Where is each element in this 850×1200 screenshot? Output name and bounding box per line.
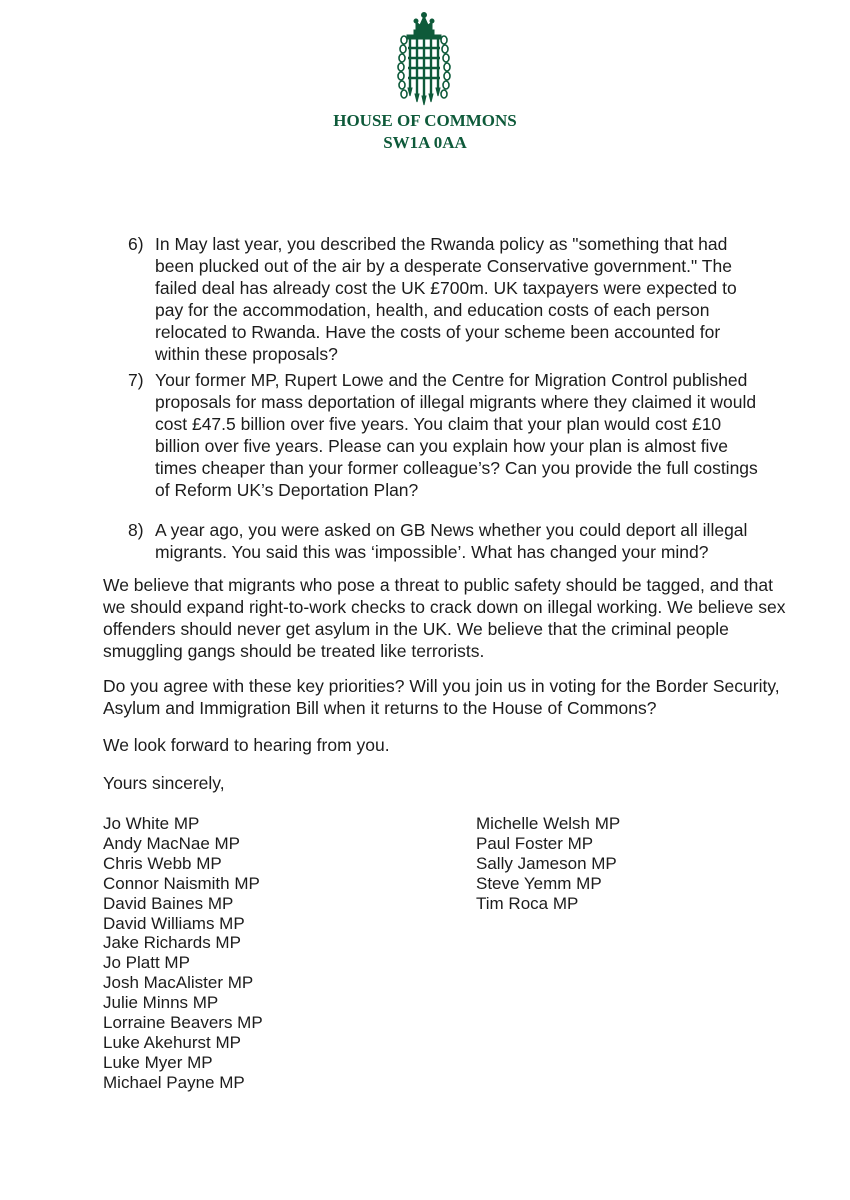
signatory-name: Paul Foster MP <box>476 833 594 853</box>
signatory-name: Lorraine Beavers MP <box>103 1013 263 1033</box>
signatory-name: Tim Roca MP <box>476 893 579 913</box>
signatory-name: Chris Webb MP <box>103 853 222 873</box>
signatory-name: David Baines MP <box>103 893 234 913</box>
question-number: 7) <box>128 370 144 390</box>
signatory-name: Connor Naismith MP <box>103 873 260 893</box>
signatory-name: Michael Payne MP <box>103 1072 245 1092</box>
question-number: 6) <box>128 234 144 254</box>
letterhead-postcode: SW1A 0AA <box>383 133 467 152</box>
signatory-name: Luke Myer MP <box>103 1052 213 1072</box>
signatory-name: David Williams MP <box>103 913 245 933</box>
letterhead-title: HOUSE OF COMMONS <box>333 111 517 130</box>
signatory-name: Josh MacAlister MP <box>103 973 254 993</box>
signatory-list-left <box>103 814 263 1093</box>
body-paragraph: We believe that migrants who pose a threat to public safety should be tagged, and that we should expand right-to-work checks to crack down on illegal working. We believe sex offenders should never get asylum in the UK. We believe that the criminal people smuggling gangs should be treated like terrorists. <box>103 575 786 661</box>
question-number: 8) <box>128 520 144 540</box>
body-paragraph: Do you agree with these key priorities? Will you join us in voting for the Border Security, Asylum and Immigration Bill when it returns to the House of Commons? <box>103 676 780 718</box>
signatory-name: Luke Akehurst MP <box>103 1032 241 1052</box>
signatory-name: Jake Richards MP <box>103 933 241 953</box>
question-text: Your former MP, Rupert Lowe and the Centre for Migration Control published proposals for mass deportation of illegal migrants where they claimed it would cost £47.5 billion over five years. You claim that your plan would cost £10 billion over five years. Please can you explain how your plan is almost five times cheaper than your former colleague’s? Can you provide the full costings of Reform UK’s Deportation Plan? <box>155 370 758 500</box>
question-text: In May last year, you described the Rwanda policy as "something that had been plucked out of the air by a desperate Conservative government." The failed deal has already cost the UK £700m. UK taxpayers were expected to pay for the accommodation, health, and education costs of each person relocated to Rwanda. Have the costs of your scheme been accounted for within these proposals? <box>155 234 737 364</box>
signatory-name: Michelle Welsh MP <box>476 814 621 833</box>
signatory-name: Sally Jameson MP <box>476 853 617 873</box>
signatory-name: Jo White MP <box>103 814 200 833</box>
body-paragraph: We look forward to hearing from you. <box>103 735 390 755</box>
signatory-name: Jo Platt MP <box>103 953 190 973</box>
portcullis-crest-icon <box>394 10 454 108</box>
closing-salutation: Yours sincerely, <box>103 773 225 793</box>
signatory-list-right <box>476 814 620 914</box>
question-item <box>128 369 768 501</box>
signatory-name: Julie Minns MP <box>103 993 219 1013</box>
question-text: A year ago, you were asked on GB News whether you could deport all illegal migrants. You said this was ‘impossible’. What has changed your mind? <box>155 520 748 562</box>
letterhead <box>0 110 850 154</box>
signatory-name: Steve Yemm MP <box>476 873 602 893</box>
signatory-name: Andy MacNae MP <box>103 833 240 853</box>
question-item <box>128 233 768 365</box>
question-item <box>128 519 768 563</box>
